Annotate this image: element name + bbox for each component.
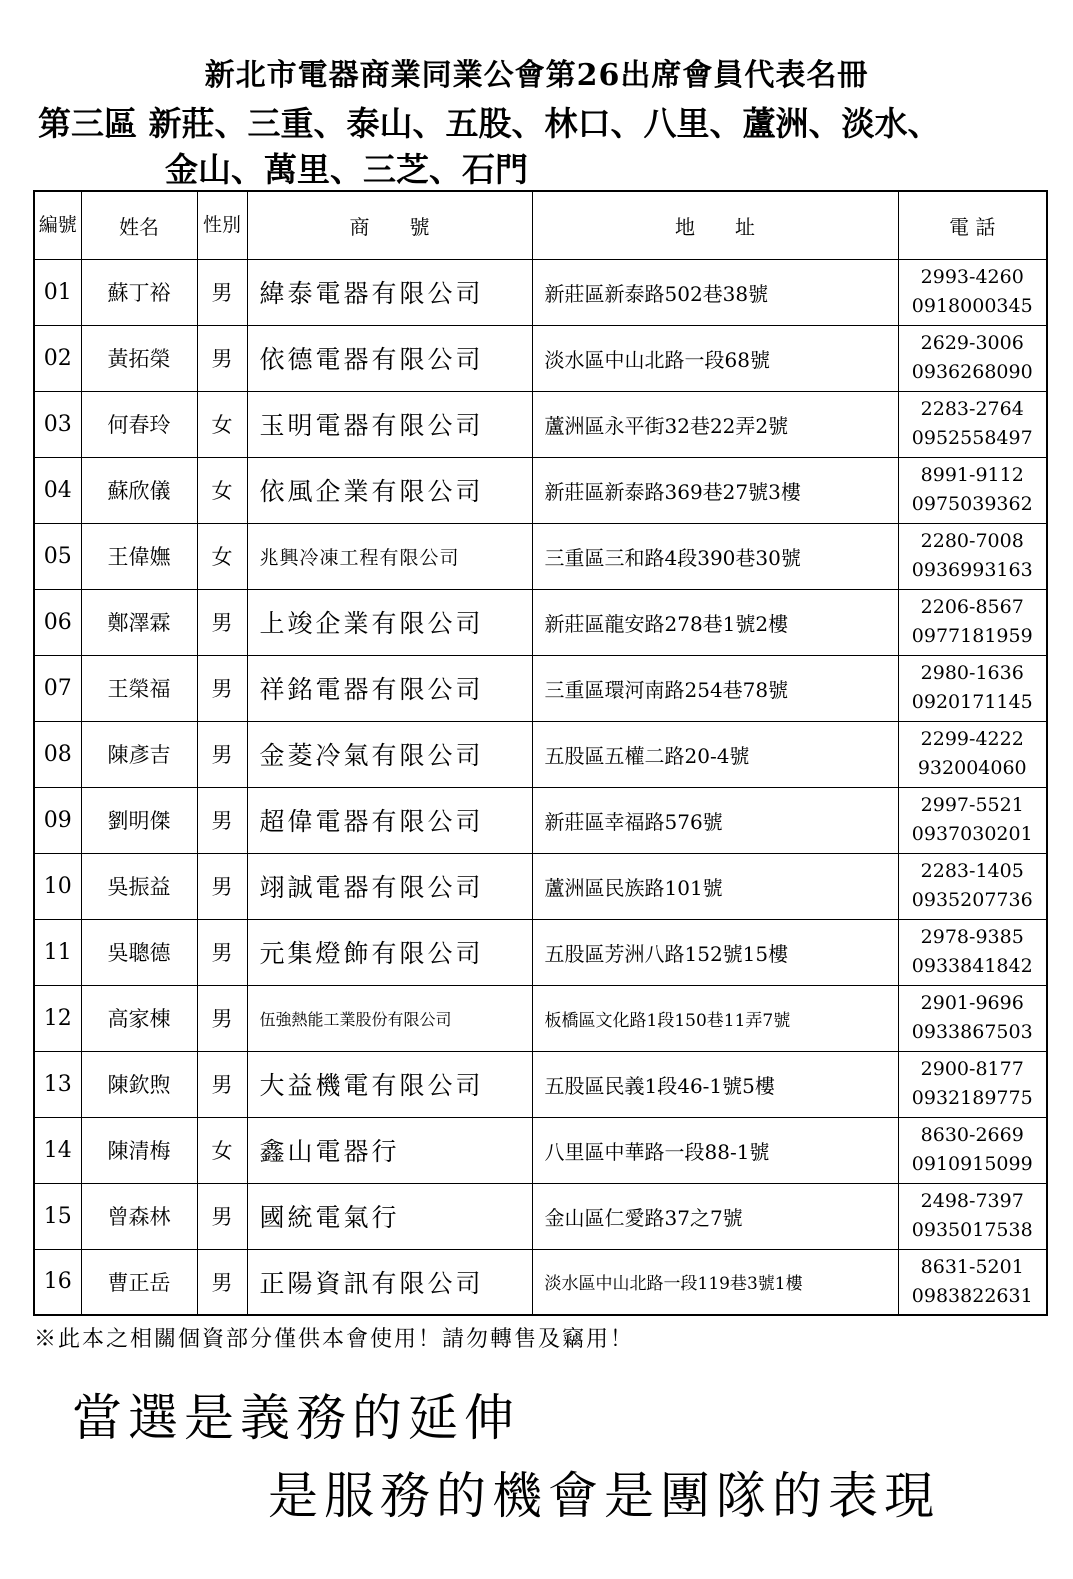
row-number: 12 [34, 985, 81, 1051]
region-line-2: 金山、萬里、三芝、石門 [165, 150, 528, 189]
table-row [34, 259, 1047, 325]
table-row [34, 919, 1047, 985]
row-number: 13 [34, 1051, 81, 1117]
row-number: 11 [34, 919, 81, 985]
member-sex: 女 [197, 1117, 247, 1183]
phone-number: 2901-9696 [920, 992, 1024, 1014]
table-row [34, 787, 1047, 853]
member-sex: 女 [197, 457, 247, 523]
mobile-number: 0975039362 [911, 493, 1033, 515]
phone-number: 2299-4222 [920, 728, 1024, 750]
phone-number: 2978-9385 [920, 926, 1024, 948]
member-sex: 男 [197, 1183, 247, 1249]
slogan-line-1: 當選是義務的延伸 [72, 1389, 520, 1447]
address: 蘆洲區民族路101號 [532, 853, 898, 919]
header-address: 地 址 [532, 191, 898, 259]
header-shop: 商 號 [247, 191, 532, 259]
shop-name: 伍強熱能工業股份有限公司 [247, 985, 532, 1051]
header-phone: 電 話 [898, 191, 1047, 259]
member-name: 王榮福 [81, 655, 197, 721]
address: 八里區中華路一段88-1號 [532, 1117, 898, 1183]
shop-name: 翊誠電器有限公司 [247, 853, 532, 919]
row-number: 06 [34, 589, 81, 655]
mobile-number: 0935017538 [911, 1219, 1033, 1241]
mobile-number: 0932189775 [911, 1087, 1033, 1109]
table-row [34, 1249, 1047, 1315]
phone-cell [898, 457, 1047, 523]
phone-number: 2997-5521 [920, 794, 1024, 816]
phone-number: 2980-1636 [920, 662, 1024, 684]
phone-cell [898, 391, 1047, 457]
member-name: 劉明傑 [81, 787, 197, 853]
member-name: 蘇丁裕 [81, 259, 197, 325]
shop-name: 超偉電器有限公司 [247, 787, 532, 853]
member-sex: 男 [197, 721, 247, 787]
mobile-number: 0936993163 [911, 559, 1033, 581]
address: 板橋區文化路1段150巷11弄7號 [532, 985, 898, 1051]
shop-name: 鑫山電器行 [247, 1117, 532, 1183]
header-no: 編號 [34, 191, 81, 259]
phone-cell [898, 985, 1047, 1051]
shop-name: 祥銘電器有限公司 [247, 655, 532, 721]
address: 新莊區新泰路369巷27號3樓 [532, 457, 898, 523]
shop-name: 金菱冷氣有限公司 [247, 721, 532, 787]
mobile-number: 0983822631 [911, 1284, 1033, 1307]
mobile-number: 0918000345 [911, 295, 1033, 317]
row-number: 04 [34, 457, 81, 523]
region-line-1: 第三區 新莊、三重、泰山、五股、林口、八里、蘆洲、淡水、 [38, 104, 941, 143]
member-sex: 男 [197, 1249, 247, 1315]
table-row [34, 1183, 1047, 1249]
member-name: 陳彥吉 [81, 721, 197, 787]
member-sex: 女 [197, 523, 247, 589]
phone-number: 2206-8567 [920, 596, 1024, 618]
phone-number: 8631-5201 [920, 1255, 1024, 1278]
shop-name: 兆興冷凍工程有限公司 [247, 523, 532, 589]
shop-name: 元集燈飾有限公司 [247, 919, 532, 985]
phone-number: 2283-1405 [920, 860, 1024, 882]
row-number: 07 [34, 655, 81, 721]
address: 三重區環河南路254巷78號 [532, 655, 898, 721]
slogan-line-2: 是服務的機會是團隊的表現 [268, 1467, 940, 1525]
address: 新莊區新泰路502巷38號 [532, 259, 898, 325]
mobile-number: 0920171145 [911, 691, 1033, 713]
shop-name: 依風企業有限公司 [247, 457, 532, 523]
table-header-row [34, 191, 1047, 259]
member-sex: 女 [197, 391, 247, 457]
shop-name: 大益機電有限公司 [247, 1051, 532, 1117]
member-sex: 男 [197, 1051, 247, 1117]
row-number: 08 [34, 721, 81, 787]
member-name: 吳聰德 [81, 919, 197, 985]
row-number: 15 [34, 1183, 81, 1249]
privacy-note: ※此本之相關個資部分僅供本會使用！請勿轉售及竊用！ [34, 1327, 635, 1352]
phone-cell [898, 1183, 1047, 1249]
phone-cell [898, 523, 1047, 589]
member-sex: 男 [197, 919, 247, 985]
table-row [34, 391, 1047, 457]
mobile-number: 0937030201 [911, 823, 1033, 845]
phone-number: 2900-8177 [920, 1058, 1024, 1080]
table-row [34, 589, 1047, 655]
header-sex: 性別 [197, 191, 247, 259]
member-name: 吳振益 [81, 853, 197, 919]
phone-cell [898, 1051, 1047, 1117]
phone-cell [898, 325, 1047, 391]
row-number: 14 [34, 1117, 81, 1183]
address: 淡水區中山北路一段119巷3號1樓 [532, 1249, 898, 1315]
row-number: 02 [34, 325, 81, 391]
member-name: 鄭澤霖 [81, 589, 197, 655]
mobile-number: 0910915099 [911, 1153, 1033, 1175]
header-name: 姓名 [81, 191, 197, 259]
row-number: 10 [34, 853, 81, 919]
table-row [34, 457, 1047, 523]
phone-cell [898, 919, 1047, 985]
table-row [34, 721, 1047, 787]
phone-number: 2629-3006 [920, 332, 1024, 354]
row-number: 01 [34, 259, 81, 325]
phone-number: 2280-7008 [920, 530, 1024, 552]
shop-name: 國統電氣行 [247, 1183, 532, 1249]
address: 五股區芳洲八路152號15樓 [532, 919, 898, 985]
address: 新莊區龍安路278巷1號2樓 [532, 589, 898, 655]
phone-number: 2993-4260 [920, 266, 1024, 288]
mobile-number: 0933867503 [911, 1021, 1033, 1043]
shop-name: 緯泰電器有限公司 [247, 259, 532, 325]
address: 金山區仁愛路37之7號 [532, 1183, 898, 1249]
shop-name: 正陽資訊有限公司 [247, 1249, 532, 1315]
member-sex: 男 [197, 589, 247, 655]
row-number: 16 [34, 1249, 81, 1315]
member-sex: 男 [197, 853, 247, 919]
address: 蘆洲區永平街32巷22弄2號 [532, 391, 898, 457]
table-row [34, 325, 1047, 391]
address: 五股區民義1段46-1號5樓 [532, 1051, 898, 1117]
shop-name: 依德電器有限公司 [247, 325, 532, 391]
phone-cell [898, 1249, 1047, 1315]
phone-cell [898, 655, 1047, 721]
address: 五股區五權二路20-4號 [532, 721, 898, 787]
member-name: 陳清梅 [81, 1117, 197, 1183]
member-name: 蘇欣儀 [81, 457, 197, 523]
member-table [33, 190, 1048, 1316]
phone-cell [898, 259, 1047, 325]
mobile-number: 0935207736 [911, 889, 1033, 911]
phone-cell [898, 853, 1047, 919]
member-name: 黃拓榮 [81, 325, 197, 391]
address: 新莊區幸福路576號 [532, 787, 898, 853]
document-title: 新北市電器商業同業公會第26出席會員代表名冊 [204, 58, 869, 93]
member-sex: 男 [197, 325, 247, 391]
phone-number: 8630-2669 [920, 1124, 1024, 1146]
address: 淡水區中山北路一段68號 [532, 325, 898, 391]
phone-cell [898, 589, 1047, 655]
member-name: 曹正岳 [81, 1249, 197, 1315]
table-row [34, 1117, 1047, 1183]
member-name: 陳欽煦 [81, 1051, 197, 1117]
address: 三重區三和路4段390巷30號 [532, 523, 898, 589]
row-number: 03 [34, 391, 81, 457]
table-row [34, 1051, 1047, 1117]
mobile-number: 0936268090 [911, 361, 1033, 383]
member-sex: 男 [197, 259, 247, 325]
member-name: 何春玲 [81, 391, 197, 457]
member-name: 王偉嫵 [81, 523, 197, 589]
table-row [34, 853, 1047, 919]
shop-name: 上竣企業有限公司 [247, 589, 532, 655]
member-name: 高家棟 [81, 985, 197, 1051]
phone-number: 2498-7397 [920, 1190, 1024, 1212]
mobile-number: 0933841842 [911, 955, 1033, 977]
member-sex: 男 [197, 985, 247, 1051]
member-name: 曾森林 [81, 1183, 197, 1249]
phone-number: 2283-2764 [920, 398, 1024, 420]
mobile-number: 0952558497 [911, 427, 1033, 449]
member-sex: 男 [197, 655, 247, 721]
member-sex: 男 [197, 787, 247, 853]
phone-cell [898, 1117, 1047, 1183]
shop-name: 玉明電器有限公司 [247, 391, 532, 457]
mobile-number: 0977181959 [911, 625, 1033, 647]
table-row [34, 985, 1047, 1051]
phone-cell [898, 721, 1047, 787]
row-number: 05 [34, 523, 81, 589]
table-row [34, 655, 1047, 721]
phone-cell [898, 787, 1047, 853]
mobile-number: 932004060 [917, 757, 1027, 779]
row-number: 09 [34, 787, 81, 853]
phone-number: 8991-9112 [920, 464, 1024, 486]
table-row [34, 523, 1047, 589]
